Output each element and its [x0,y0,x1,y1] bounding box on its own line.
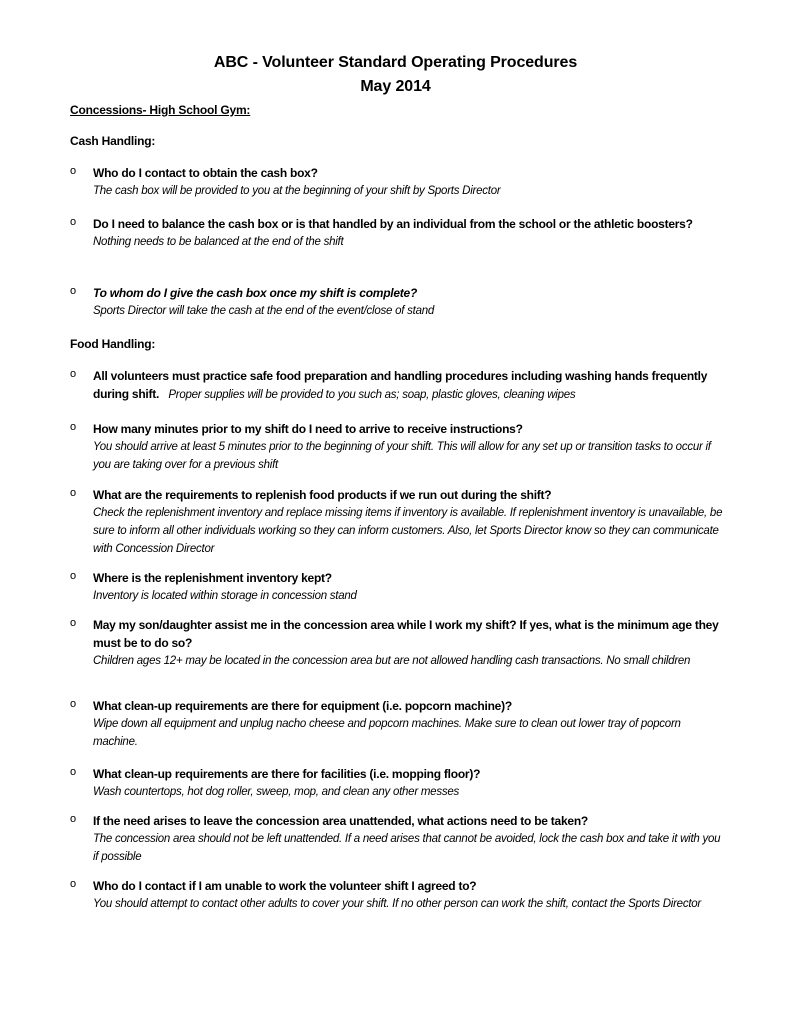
cash-handling-heading: Cash Handling: [70,134,156,148]
question: What clean-up requirements are there for facilities (i.e. mopping floor)? [93,767,481,781]
answer: Children ages 12+ may be located in the concession area but are not allowed handling cash transactions. No small children [93,655,691,667]
statement-text: All volunteers must practice safe food preparation and handling procedures including washing hands frequently during shift. [93,369,708,401]
answer: Check the replenishment inventory and replace missing items if inventory is available. If replenishment inventory is unavailable, be sure to inform all other individuals working so they can inform customers. Also, let Sports Director know so they can communicate with Concession Director [93,507,723,555]
bullet-icon: o [70,421,77,433]
bullet-icon: o [70,878,77,890]
answer: Wipe down all equipment and unplug nacho cheese and popcorn machines. Make sure to clean out lower tray of popcorn machine. [93,718,681,748]
question: What are the requirements to replenish food products if we run out during the shift? [93,488,552,502]
answer: You should attempt to contact other adults to cover your shift. If no other person can work the shift, contact the Sports Director [93,898,702,910]
bullet-icon: o [70,285,77,297]
answer: Nothing needs to be balanced at the end of the shift [93,236,344,248]
answer: Proper supplies will be provided to you such as; soap, plastic gloves, cleaning wipes [168,389,576,401]
answer: The concession area should not be left unattended. If a need arises that cannot be avoided, lock the cash box and take it with you if possible [93,833,721,863]
question: Who do I contact if I am unable to work the volunteer shift I agreed to? [93,879,477,893]
bullet-icon: o [70,617,77,629]
answer: The cash box will be provided to you at the beginning of your shift by Sports Director [93,185,501,197]
bullet-icon: o [70,165,77,177]
question: To whom do I give the cash box once my shift is complete? [93,286,418,300]
bullet-icon: o [70,698,77,710]
answer: You should arrive at least 5 minutes prior to the beginning of your shift. This will allow for any set up or transition tasks to occur if you are taking over for a previous shift [93,441,711,471]
location-heading: Concessions- High School Gym: [70,103,251,117]
question: Who do I contact to obtain the cash box? [93,166,318,180]
question: Where is the replenishment inventory kept? [93,571,332,585]
bullet-icon: o [70,813,77,825]
food-handling-heading: Food Handling: [70,337,156,351]
document-title: ABC - Volunteer Standard Operating Procedures [213,54,578,71]
bullet-icon: o [70,487,77,499]
question: What clean-up requirements are there for equipment (i.e. popcorn machine)? [93,699,512,713]
question: How many minutes prior to my shift do I need to arrive to receive instructions? [93,422,523,436]
question: Do I need to balance the cash box or is that handled by an individual from the school or the athletic boosters? [93,217,693,231]
question: If the need arises to leave the concession area unattended, what actions need to be taken? [93,814,588,828]
bullet-icon: o [70,368,77,380]
answer: Sports Director will take the cash at the end of the event/close of stand [93,305,435,317]
answer: Inventory is located within storage in concession stand [93,590,357,602]
document-date: May 2014 [360,78,431,95]
bullet-icon: o [70,766,77,778]
bullet-icon: o [70,570,77,582]
statement [93,367,728,404]
question: May my son/daughter assist me in the concession area while I work my shift? If yes, what is the minimum age they must be to do so? [93,618,719,650]
answer: Wash countertops, hot dog roller, sweep, mop, and clean any other messes [93,786,459,798]
bullet-icon: o [70,216,77,228]
